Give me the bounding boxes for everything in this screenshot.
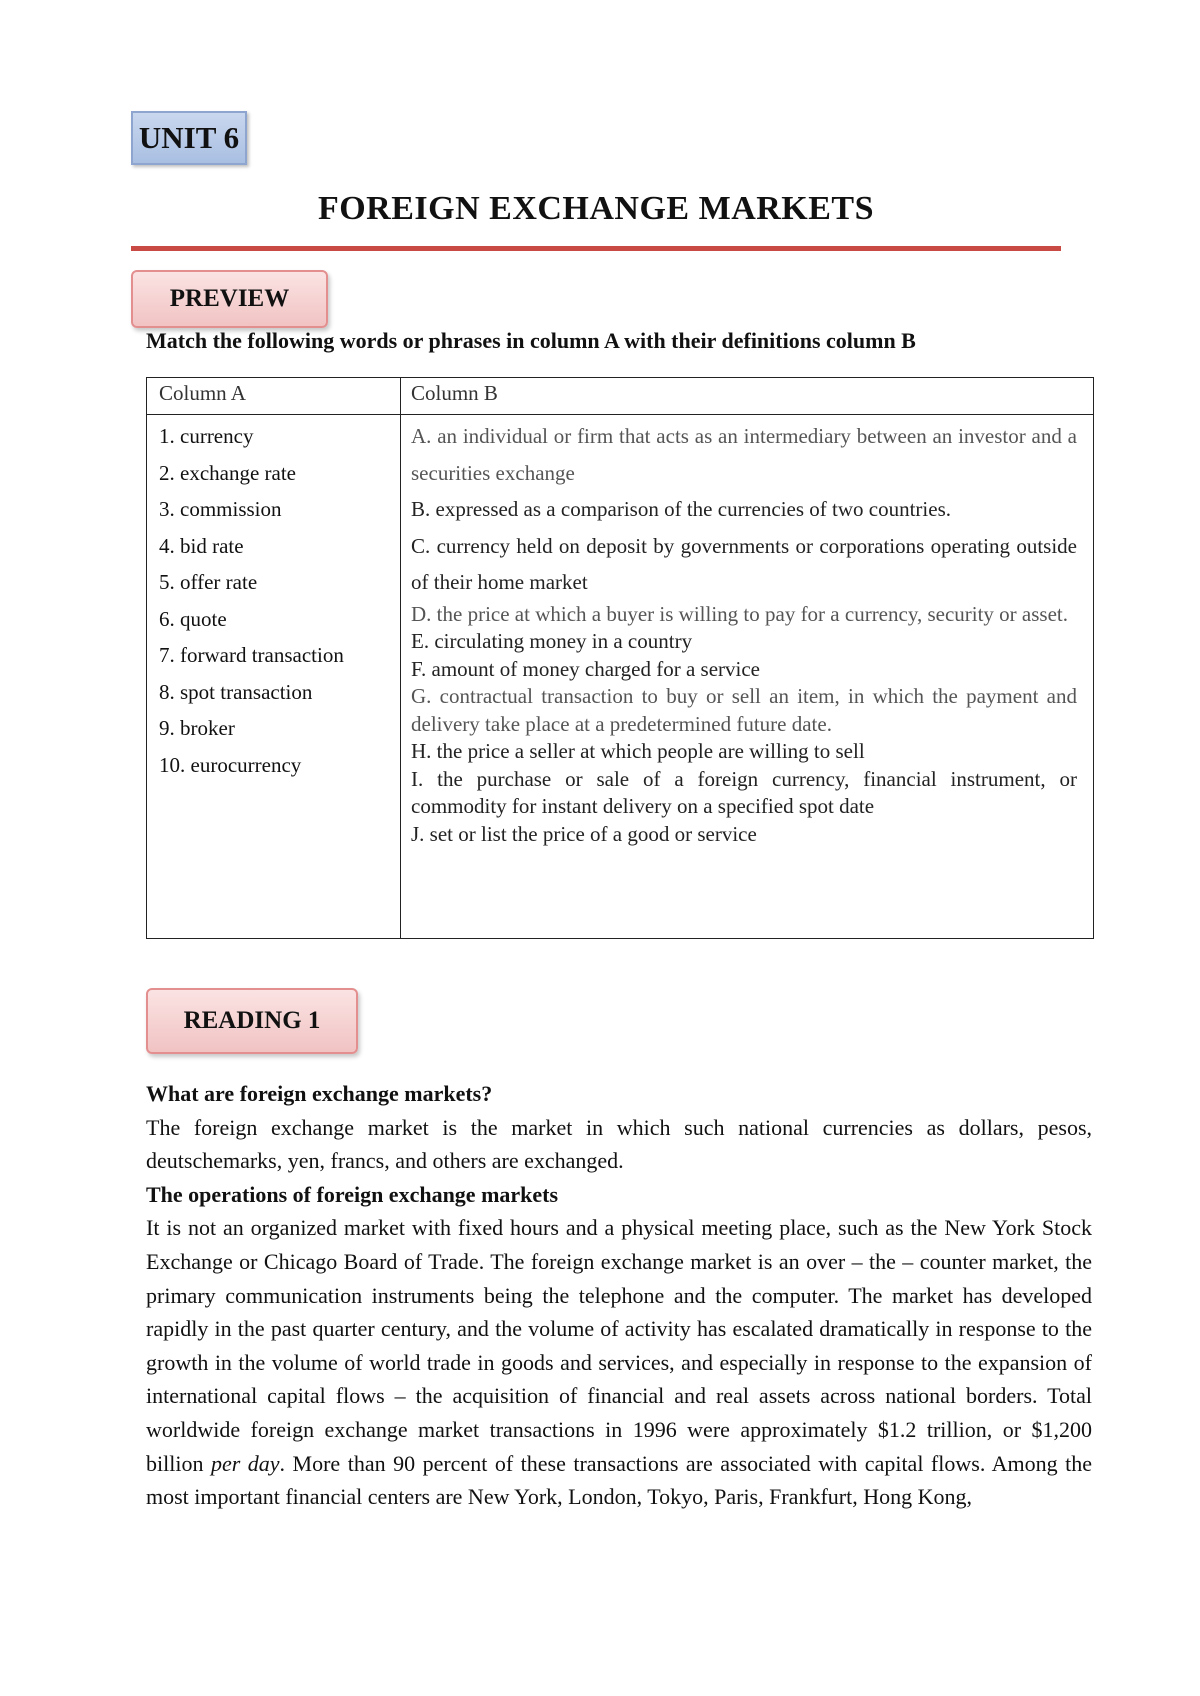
column-b-definitions xyxy=(411,418,1077,848)
term-item: 6. quote xyxy=(159,606,227,631)
definition-item: C. currency held on deposit by governments or corporations operating outside of their home market xyxy=(411,533,1077,594)
matching-instruction: Match the following words or phrases in column A with their definitions column B xyxy=(146,328,916,353)
definition-item: A. an individual or firm that acts as an intermediary between an investor and a securities exchange xyxy=(411,424,1077,485)
column-b-header: Column B xyxy=(411,381,498,405)
unit-label: UNIT 6 xyxy=(131,111,247,165)
definition-item: F. amount of money charged for a service xyxy=(411,656,760,681)
definition-item: D. the price at which a buyer is willing to pay for a currency, security or asset. xyxy=(411,601,1068,626)
matching-table xyxy=(146,377,1094,939)
definition-item: E. circulating money in a country xyxy=(411,629,693,653)
column-a-header: Column A xyxy=(159,381,246,405)
paragraph-text: It is not an organized market with fixed hours and a physical meeting place, such as the New York Stock Exchange or Chicago Board of Trade. The foreign exchange market is an over – the – counter market, the primary communication instruments being the telephone and the computer. The market has developed rapidly in the past quarter century, and the volume of activity has escalated dramatically in response to the growth in the volume of world trade in goods and services, and especially in response to the expansion of international capital flows – the acquisition of financial and real assets across national borders. Total worldwide foreign exchange market transactions in 1996 were approximately $1.2 trillion, or $1,200 billion xyxy=(146,1215,1092,1476)
page-title: FOREIGN EXCHANGE MARKETS xyxy=(317,190,875,227)
reading-paragraph: The foreign exchange market is the market in which such national currencies as dollars, pesos, deutschemarks, yen, francs, and others are exchanged. xyxy=(146,1114,1092,1174)
term-item: 9. broker xyxy=(159,716,235,740)
term-item: 4. bid rate xyxy=(159,533,244,558)
definition-item: J. set or list the price of a good or service xyxy=(411,821,757,846)
title-divider xyxy=(131,246,1061,251)
definition-item: I. the purchase or sale of a foreign currency, financial instrument, or commodity for instant delivery on a specified spot date xyxy=(411,766,1077,818)
reading-subheading: The operations of foreign exchange markets xyxy=(146,1181,559,1207)
term-item: 5. offer rate xyxy=(159,570,258,594)
column-a-terms xyxy=(159,418,397,783)
reading-question: What are foreign exchange markets? xyxy=(146,1081,493,1106)
definition-item: G. contractual transaction to buy or sell an item, in which the payment and delivery take place at a predetermined future date. xyxy=(411,684,1077,736)
reading-passage xyxy=(146,1077,1092,1514)
term-item: 1. currency xyxy=(159,424,254,448)
term-item: 7. forward transaction xyxy=(159,643,344,667)
header-divider xyxy=(147,414,1093,415)
term-item: 10. eurocurrency xyxy=(159,752,302,777)
column-divider xyxy=(400,378,401,938)
definition-item: B. expressed as a comparison of the currencies of two countries. xyxy=(411,497,951,521)
reading-section-tag: READING 1 xyxy=(146,988,358,1054)
term-item: 2. exchange rate xyxy=(159,460,297,485)
term-item: 3. commission xyxy=(159,497,282,521)
definition-item: H. the price a seller at which people are willing to sell xyxy=(411,739,865,763)
reading-paragraph xyxy=(146,1211,1092,1513)
preview-section-tag: PREVIEW xyxy=(131,270,328,328)
paragraph-text: . More than 90 percent of these transactions are associated with capital flows. Among the most important financial centers are New York, London, Tokyo, Paris, Frankfurt, Hong Kong, xyxy=(146,1450,1092,1510)
emphasis-text: per day xyxy=(210,1450,280,1476)
term-item: 8. spot transaction xyxy=(159,679,313,704)
